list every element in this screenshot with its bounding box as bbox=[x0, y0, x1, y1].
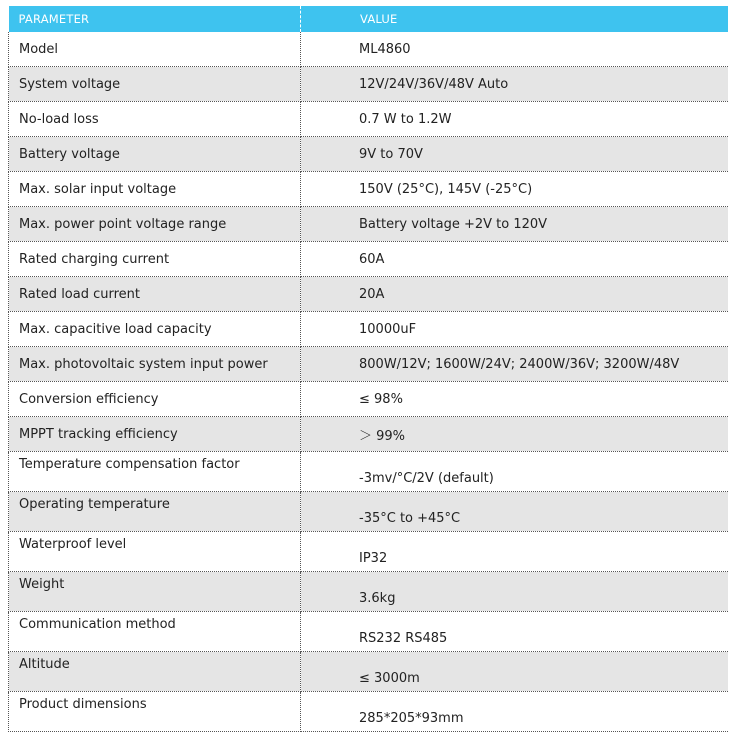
table-row bbox=[9, 382, 728, 417]
header-parameter: PARAMETER bbox=[9, 6, 301, 32]
table-row bbox=[9, 652, 728, 692]
row-parameter: Weight bbox=[9, 572, 301, 612]
row-value: 800W/12V; 1600W/24V; 2400W/36V; 3200W/48V bbox=[301, 347, 728, 382]
table-row bbox=[9, 572, 728, 612]
header-value: VALUE bbox=[301, 6, 728, 32]
row-value: 12V/24V/36V/48V Auto bbox=[301, 67, 728, 102]
table-row bbox=[9, 137, 728, 172]
table-row bbox=[9, 312, 728, 347]
table-row bbox=[9, 612, 728, 652]
row-value: -35°C to +45°C bbox=[301, 492, 728, 532]
row-parameter: Rated charging current bbox=[9, 242, 301, 277]
row-parameter: Temperature compensation factor bbox=[9, 452, 301, 492]
row-parameter: Operating temperature bbox=[9, 492, 301, 532]
row-parameter: Model bbox=[9, 32, 301, 67]
table-row bbox=[9, 452, 728, 492]
table-row bbox=[9, 32, 728, 67]
row-value: 9V to 70V bbox=[301, 137, 728, 172]
row-value: IP32 bbox=[301, 532, 728, 572]
row-value: RS232 RS485 bbox=[301, 612, 728, 652]
row-parameter: System voltage bbox=[9, 67, 301, 102]
table-row bbox=[9, 102, 728, 137]
table-row bbox=[9, 692, 728, 732]
row-parameter: Waterproof level bbox=[9, 532, 301, 572]
row-parameter: Max. solar input voltage bbox=[9, 172, 301, 207]
table-body bbox=[9, 32, 728, 732]
header-row bbox=[9, 6, 728, 32]
row-parameter: Product dimensions bbox=[9, 692, 301, 732]
row-value: 0.7 W to 1.2W bbox=[301, 102, 728, 137]
row-value: 285*205*93mm bbox=[301, 692, 728, 732]
table-header bbox=[9, 6, 728, 32]
row-value: ＞ 99% bbox=[301, 417, 728, 452]
row-value: 3.6kg bbox=[301, 572, 728, 612]
row-parameter: Battery voltage bbox=[9, 137, 301, 172]
table-row bbox=[9, 532, 728, 572]
row-parameter: No-load loss bbox=[9, 102, 301, 137]
table-row bbox=[9, 492, 728, 532]
row-value: 60A bbox=[301, 242, 728, 277]
row-parameter: Altitude bbox=[9, 652, 301, 692]
row-value: Battery voltage +2V to 120V bbox=[301, 207, 728, 242]
table-row bbox=[9, 347, 728, 382]
table-row bbox=[9, 277, 728, 312]
row-value: 10000uF bbox=[301, 312, 728, 347]
table-row bbox=[9, 67, 728, 102]
row-parameter: Rated load current bbox=[9, 277, 301, 312]
row-value: 20A bbox=[301, 277, 728, 312]
spec-table bbox=[8, 6, 728, 732]
table-row bbox=[9, 172, 728, 207]
row-parameter: MPPT tracking efficiency bbox=[9, 417, 301, 452]
row-value: -3mv/°C/2V (default) bbox=[301, 452, 728, 492]
row-parameter: Conversion efficiency bbox=[9, 382, 301, 417]
table-row bbox=[9, 207, 728, 242]
row-parameter: Max. power point voltage range bbox=[9, 207, 301, 242]
table-row bbox=[9, 417, 728, 452]
table-row bbox=[9, 242, 728, 277]
row-value: 150V (25°C), 145V (-25°C) bbox=[301, 172, 728, 207]
row-value: ≤ 98% bbox=[301, 382, 728, 417]
row-value: ≤ 3000m bbox=[301, 652, 728, 692]
row-parameter: Max. capacitive load capacity bbox=[9, 312, 301, 347]
row-parameter: Max. photovoltaic system input power bbox=[9, 347, 301, 382]
row-parameter: Communication method bbox=[9, 612, 301, 652]
row-value: ML4860 bbox=[301, 32, 728, 67]
